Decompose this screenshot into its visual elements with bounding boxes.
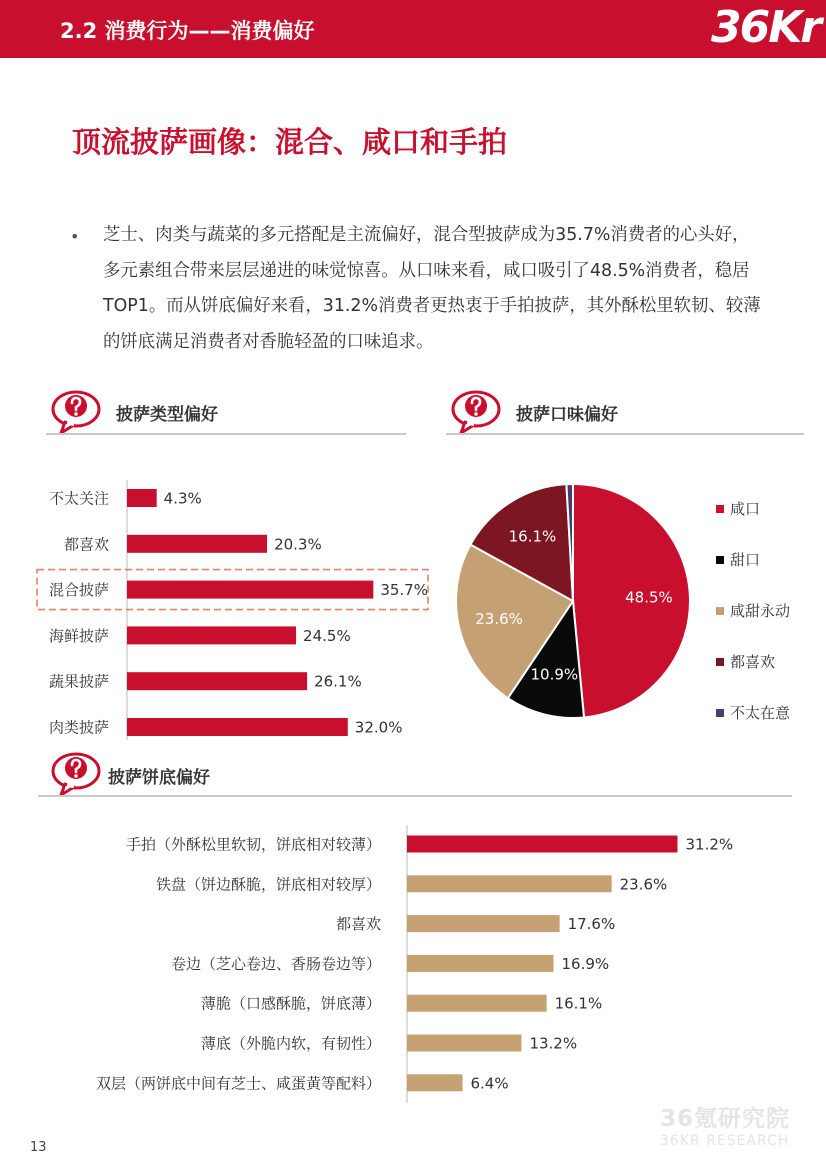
- section-divider: [38, 795, 792, 797]
- legend-label: 咸甜永动: [730, 602, 791, 620]
- category-label: 卷边（芝心卷边、香肠卷边等）: [170, 954, 381, 973]
- data-label: 6.4%: [470, 1074, 509, 1093]
- category-label: 手拍（外酥松里软韧，饼底相对较薄）: [125, 835, 381, 854]
- legend-swatch: [716, 556, 724, 564]
- category-label: 混合披萨: [48, 581, 109, 600]
- data-label: 17.6%: [567, 915, 616, 934]
- crust-section-title: 披萨饼底偏好: [108, 768, 210, 788]
- bar: [407, 955, 554, 972]
- data-label: 32.0%: [354, 718, 403, 737]
- section-divider: [446, 433, 804, 435]
- header-title: 2.2 消费行为——消费偏好: [60, 19, 315, 43]
- section-divider: [46, 433, 406, 435]
- legend-label: 都喜欢: [730, 653, 776, 671]
- category-label: 双层（两饼底中间有芝士、咸蛋黄等配料）: [95, 1074, 381, 1093]
- data-label: 23.6%: [619, 875, 668, 894]
- category-label: 海鲜披萨: [48, 626, 109, 645]
- legend-swatch: [716, 505, 724, 513]
- slice-label: 23.6%: [475, 609, 523, 628]
- category-label: 肉类披萨: [48, 718, 109, 737]
- data-label: 20.3%: [274, 535, 322, 554]
- category-label: 都喜欢: [335, 915, 381, 934]
- data-label: 24.5%: [303, 626, 351, 645]
- brand-logo: 36Kr: [710, 2, 820, 53]
- bar: [127, 718, 348, 736]
- bullet-marker: •: [70, 227, 80, 246]
- data-label: 31.2%: [685, 835, 734, 854]
- bar: [127, 581, 373, 599]
- bar: [407, 1074, 462, 1091]
- pizza-flavor-pie-chart: [440, 470, 826, 745]
- data-label: 4.3%: [163, 489, 202, 508]
- category-label: 薄脆（口感酥脆，饼底薄）: [200, 994, 381, 1013]
- data-label: 16.1%: [554, 994, 603, 1013]
- flavor-section-title: 披萨口味偏好: [516, 405, 618, 425]
- pizza-crust-bar-chart: [0, 815, 826, 1105]
- legend-label: 甜口: [730, 551, 761, 569]
- data-label: 16.9%: [561, 954, 610, 973]
- question-icon: [50, 389, 102, 435]
- category-label: 不太关注: [48, 489, 109, 508]
- page-headline: 顶流披萨画像：混合、咸口和手拍: [72, 125, 508, 159]
- legend-label: 不太在意: [730, 704, 791, 722]
- question-icon: [450, 389, 502, 435]
- type-section-title: 披萨类型偏好: [116, 405, 218, 425]
- legend-swatch: [716, 658, 724, 666]
- bar: [407, 1035, 521, 1052]
- legend-swatch: [716, 709, 724, 717]
- bar: [407, 995, 547, 1012]
- category-label: 蔬果披萨: [48, 672, 109, 691]
- bar: [127, 489, 157, 507]
- category-label: 都喜欢: [63, 535, 109, 554]
- pizza-type-bar-chart: [0, 470, 440, 745]
- data-label: 35.7%: [380, 581, 428, 600]
- bar: [407, 875, 612, 892]
- watermark-en: 36KR RESEARCH: [660, 1133, 790, 1149]
- page-number: 13: [30, 1140, 47, 1155]
- bar: [407, 915, 560, 932]
- legend-label: 咸口: [730, 500, 761, 518]
- category-label: 薄底（外脆内软，有韧性）: [200, 1034, 381, 1053]
- bar: [127, 626, 296, 644]
- data-label: 26.1%: [314, 672, 362, 691]
- watermark-cn: 36氪研究院: [660, 1106, 791, 1132]
- bar: [127, 535, 267, 553]
- slice-label: 48.5%: [625, 588, 673, 607]
- slice-label: 10.9%: [530, 665, 579, 684]
- slice-label: 16.1%: [508, 527, 557, 546]
- category-label: 铁盘（饼边酥脆，饼底相对较厚）: [155, 875, 381, 894]
- bullet-text: 芝士、肉类与蔬菜的多元搭配是主流偏好，混合型披萨成为35.7%消费者的心头好，多元素组合带来层层递进的味觉惊喜。从口味来看，咸口吸引了48.5%消费者，稳居TOP1。而从饼底偏好来看，31.2%消费者更热衷于手拍披萨，其外酥松里软韧、较薄的饼底满足消费者对香脆轻盈的口味追求。: [103, 225, 761, 352]
- bar: [407, 836, 678, 853]
- bar: [127, 672, 307, 690]
- question-icon: [50, 751, 102, 797]
- data-label: 13.2%: [529, 1034, 578, 1053]
- legend-swatch: [716, 607, 724, 615]
